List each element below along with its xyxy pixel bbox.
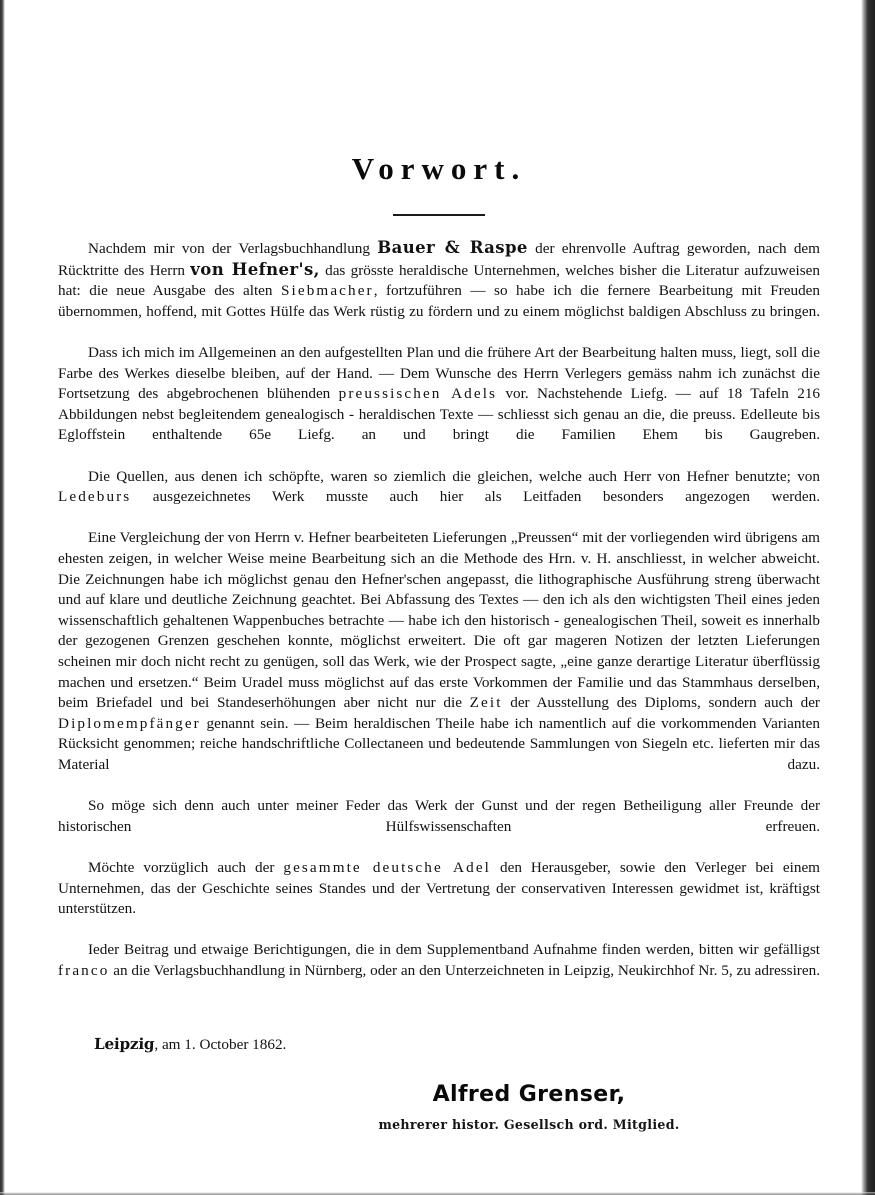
p4-text-c: genannt sein. — Beim heraldischen Theile habe ich namentlich auf die vorkommenden Varianten Rücksicht genommen; reiche handschriftliche Collectaneen und bedeutende Sammlungen von Siegeln etc. lieferten mir das Material dazu. (58, 714, 820, 773)
p2-text-a: Dass ich mich im Allgemeinen an den aufgestellten Plan und die frühere Art der Bearbeitung halten muss, liegt, soll die Farbe des Werkes dieselbe bleiben, auf der Hand. — Dem Wunsche des Herrn Verlegers gemäss nahm ich zunächst die Fortsetzung des abgebrochenen blühenden (58, 344, 820, 403)
p4-text-a: Eine Vergleichung der von Herrn v. Hefner bearbeiteten Lieferungen „Preussen“ mit der vorliegenden wird übrigens am ehesten zeigen, in welcher Weise meine Bearbeitung sich an die Methode des Hrn. v. H. anschliesst, in welcher abweicht. Die Zeichnungen habe ich möglichst genau den Hefner'schen angepasst, die lithographische Ausführung streng überwacht und auf klare und deutliche Zeichnung geachtet. Bei Abfassung des Textes — den ich als den wichtigsten Theil eines jeden wissenschaftlich gehaltenen Wappenbuches betrachte — habe ich den historisch - genealogischen Theil, soweit es innerhalb der gezogenen Grenzen geschehen konnte, möglichst erweitert. Die oft gar mageren Notizen der letzten Lieferungen scheinen mir doch nicht recht zu genügen, soll das Werk, wie der Prospect sagte, „eine ganze derartige Literatur überflüssig machen und ersetzen.“ Beim Uradel muss möglichst auf das erste Vorkommen der Familie und das Stammhaus derselben, beim Briefadel und bei Standeserhöhungen aber nicht nur die (58, 529, 820, 712)
paragraph-7 (58, 940, 820, 1002)
scan-edge-left (0, 0, 5, 1195)
signature-name: Alfred Grenser, (432, 1081, 626, 1107)
p6-text-a: Möchte vorzüglich auch der (88, 858, 284, 876)
p1-text-c: das grösste heraldische Unternehmen, welches bisher die Literatur aufzuweisen hat: die neue Ausgabe des alten (58, 261, 820, 300)
paragraph-4 (58, 528, 820, 796)
p1-text-d: , fortzuführen — so habe ich die fernere Bearbeitung mit Freuden übernommen, hoffend, mit Gottes Hülfe das Werk rüstig zu fördern und zu einem möglichst baldigen Abschluss zu bringen. (58, 282, 820, 320)
title-divider (393, 214, 485, 216)
p1-text-b: der ehrenvolle Auftrag geworden, nach dem Rücktritte des Herrn (58, 240, 820, 279)
place-and-date (58, 1034, 820, 1056)
page-title: Vorwort. (351, 151, 527, 186)
page-content (58, 0, 820, 1132)
p3-emphasis-ledeburs: Ledeburs (58, 488, 132, 506)
paragraph-1 (58, 238, 820, 343)
p4-emphasis-diplomempfaenger: Diplomempfänger (58, 714, 201, 732)
p1-text-a: Nachdem mir von der Verlagsbuchhandlung (88, 240, 378, 258)
paragraph-2 (58, 343, 820, 467)
title-block (58, 152, 820, 216)
place-name-fraktur: Leipzig (93, 1035, 155, 1054)
p1-emphasis-hefner: von Hefner's, (190, 259, 320, 279)
p7-emphasis-franco: franco (58, 961, 110, 979)
p7-text-b: an die Verlagsbuchhandlung in Nürnberg, oder an den Unterzeichneten in Leipzig, Neukirchhof Nr. 5, zu adressiren. (109, 961, 820, 979)
date-text: , am 1. October 1862. (154, 1036, 287, 1054)
p2-text-b: vor. Nachstehende Liefg. — auf 18 Tafeln 216 Abbildungen nebst begleitendem genealogisch - heraldischen Texte — schliesst sich genau an die, die preuss. Edelleute bis Egloffstein enthaltende 65e Liefg. an und bringt die Familien Ehem bis Gaugreben. (58, 385, 821, 444)
p4-text-b: der Ausstellung des Diploms, sondern auch der (502, 694, 820, 712)
scan-edge-right (861, 0, 875, 1195)
signature-role: mehrerer histor. Gesellsch ord. Mitglied. (378, 1117, 680, 1133)
body-text (58, 238, 820, 1002)
p3-text-b: ausgezeichnetes Werk musste auch hier als Leitfaden besonders angezogen werden. (131, 488, 820, 506)
p1-emphasis-siebmacher: Siebmacher (281, 282, 374, 300)
p2-emphasis-preussischer-adel: preussischen Adels (338, 385, 498, 403)
p1-emphasis-publisher: Bauer & Raspe (377, 238, 528, 258)
paragraph-3 (58, 467, 820, 529)
p6-emphasis-deutscher-adel: gesammte deutsche Adel (283, 858, 491, 876)
p4-emphasis-zeit: Zeit (469, 694, 503, 712)
paragraph-6 (58, 858, 820, 940)
p7-text-a: Ieder Beitrag und etwaige Berichtigungen, die in dem Supplementband Aufnahme finden werden, bitten wir gefälligst (88, 941, 820, 959)
paragraph-5: So möge sich denn auch unter meiner Feder das Werk der Gunst und der regen Betheiligung aller Freunde der historischen Hülfswissenschaften erfreuen. (58, 797, 820, 835)
p6-text-b: den Herausgeber, sowie den Verleger bei einem Unternehmen, das der Geschichte seines Standes und der Vertretung der conservativen Interessen gewidmet ist, kräftigst unterstützen. (58, 858, 820, 918)
signature-block (58, 1082, 820, 1133)
p3-text-a: Die Quellen, aus denen ich schöpfte, waren so ziemlich die gleichen, welche auch Herr von Hefner benutzte; von (88, 467, 820, 485)
